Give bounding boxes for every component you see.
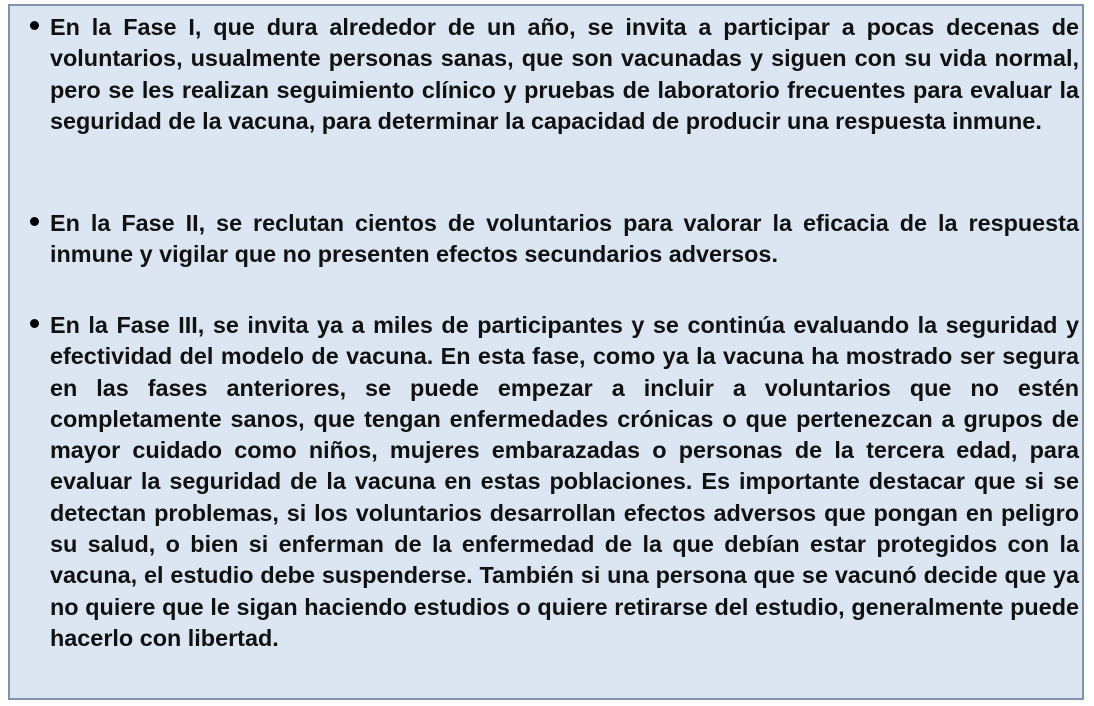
bullet-icon [30, 21, 39, 30]
bullet-icon [30, 319, 39, 328]
phase-3-text: En la Fase III, se invita ya a miles de participantes y se continúa evaluando la seguridad y efectividad del modelo de vacuna. En esta fase, como ya la vacuna ha mostrado ser segura en las fases anteriores, se puede empezar a incluir a voluntarios que no estén completamente sanos, que tengan enfermedades crónicas o que pertenezcan a grupos de mayor cuidado como niños, mujeres embarazadas o personas de la tercera edad, para evaluar la seguridad de la vacuna en estas poblaciones. Es importante destacar que si se detectan problemas, si los voluntarios desarrollan efectos adversos que pongan en peligro su salud, o bien si enferman de la enfermedad de la que debían estar protegidos con la vacuna, el estudio debe suspenderse. También si una persona que se vacunó decide que ya no quiere que le sigan haciendo estudios o quiere retirarse del estudio, generalmente puede hacerlo con libertad. [50, 312, 1079, 651]
phase-2-text: En la Fase II, se reclutan cientos de voluntarios para valorar la eficacia de la respuesta inmune y vigilar que no presenten efectos secundarios adversos. [50, 210, 1079, 268]
bullet-icon [30, 217, 39, 226]
text-box [8, 4, 1084, 700]
phase-1-text: En la Fase I, que dura alrededor de un año, se invita a participar a pocas decenas de voluntarios, usualmente personas sanas, que son vacunadas y siguen con su vida normal, pero se les realizan seguimiento clínico y pruebas de laboratorio frecuentes para evaluar la seguridad de la vacuna, para determinar la capacidad de producir una respuesta inmune. [50, 14, 1079, 134]
